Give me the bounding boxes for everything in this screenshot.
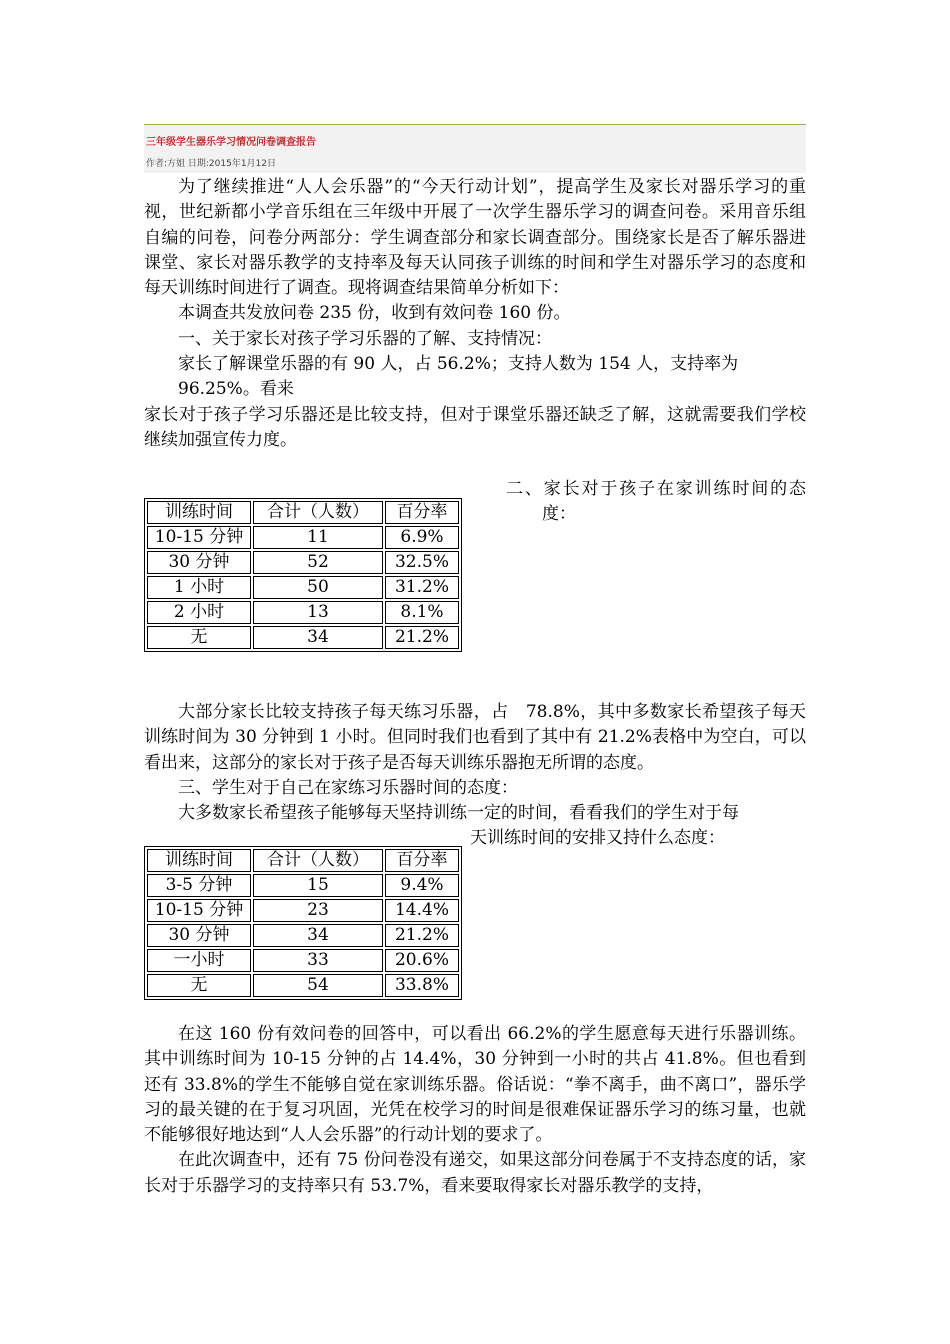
table-cell: 10-15 分钟 [147,526,251,549]
table-cell: 一小时 [147,949,251,972]
section-3-heading: 三、学生对于自己在家练习乐器时间的态度： [178,777,518,798]
table-cell: 15 [253,874,383,897]
table-cell: 9.4% [385,874,459,897]
table-cell: 无 [147,626,251,649]
paragraph-support-line2: 96.25%。看来 [178,379,294,400]
paragraph-student-analysis: 在这 160 份有效问卷的回答中，可以看出 66.2%的学生愿意每天进行乐器训练。其中训练时间为 10-15 分钟的占 14.4%，30 分钟到一小时的共占 41.8%。但也看到还有 33.8%的学生不能够自觉在家训练乐器。俗话说：“拳不离手，曲不离口”，器乐学习的最关键的在于复习巩固，光凭在校学习的时间是很难保证器乐学习的练习量，也就不能够很好地达到“人人会乐器”的行动计划的要求了。 [144,1024,806,1146]
paragraph-student-intro: 大多数家长希望孩子能够每天坚持训练一定的时间，看看我们的学生对于每 [178,803,739,824]
table-cell: 23 [253,899,383,922]
table-cell: 32.5% [385,551,459,574]
student-intro-line2: 天训练时间的安排又持什么态度： [470,828,725,848]
table-cell: 6.9% [385,526,459,549]
table-header-cell: 训练时间 [147,501,251,524]
table-header-cell: 百分率 [385,849,459,872]
table-header-cell: 训练时间 [147,849,251,872]
table-cell: 50 [253,576,383,599]
table-row [147,874,459,897]
table-cell: 21.2% [385,626,459,649]
table-cell: 无 [147,974,251,997]
section-2-text: 二、家长对于孩子在家训练时间的态度： [506,479,806,524]
paragraph-support-line1: 家长了解课堂乐器的有 90 人，占 56.2%；支持人数为 154 人，支持率为 [178,354,739,375]
table-cell: 33 [253,949,383,972]
table-cell: 14.4% [385,899,459,922]
article-title[interactable]: 三年级学生器乐学习情况问卷调查报告 [146,137,316,148]
student-training-table [144,846,462,1000]
table-cell: 8.1% [385,601,459,624]
table-row [147,601,459,624]
table-row [147,626,459,649]
table-cell: 33.8% [385,974,459,997]
analysis-block [144,700,806,826]
paragraph-intro: 为了继续推进“人人会乐器”的“今天行动计划”，提高学生及家长对器乐学习的重视，世纪新都小学音乐组在三年级中开展了一次学生器乐学习的调查问卷。采用音乐组自编的问卷，问卷分两部分：学生调查部分和家长调查部分。围绕家长是否了解乐器进课堂、家长对器乐教学的支持率及每天认同孩子训练的时间和学生对器乐学习的态度和每天训练时间进行了调查。现将调查结果简单分析如下： [144,177,806,299]
table-cell: 21.2% [385,924,459,947]
table-cell: 31.2% [385,576,459,599]
table-header-cell: 合计（人数） [253,849,383,872]
table-cell: 10-15 分钟 [147,899,251,922]
article-header [144,125,806,173]
table-row [147,974,459,997]
table-header-cell: 百分率 [385,501,459,524]
table-row [147,526,459,549]
table-cell: 11 [253,526,383,549]
table-cell: 34 [253,626,383,649]
table-cell: 52 [253,551,383,574]
table-cell: 20.6% [385,949,459,972]
table-cell: 3-5 分钟 [147,874,251,897]
table-cell: 30 分钟 [147,924,251,947]
table-header-row [147,849,459,872]
section-1-heading: 一、关于家长对孩子学习乐器的了解、支持情况： [178,328,552,349]
article-meta: 作者:方姐 日期:2015年1月12日 [146,159,277,169]
table-header-row [147,501,459,524]
table-cell: 13 [253,601,383,624]
table-cell: 1 小时 [147,576,251,599]
paragraph-survey-count: 本调查共发放问卷 235 份，收到有效问卷 160 份。 [178,303,571,324]
conclusion-block [144,1022,806,1199]
intro-block [144,175,806,453]
paragraph-support-conclusion: 家长对于孩子学习乐器还是比较支持，但对于课堂乐器还缺乏了解，这就需要我们学校继续加强宣传力度。 [144,404,806,450]
table-cell: 54 [253,974,383,997]
table-cell: 34 [253,924,383,947]
table-row [147,949,459,972]
table-cell: 2 小时 [147,601,251,624]
table-header-cell: 合计（人数） [253,501,383,524]
student-intro-continued [470,826,806,851]
parent-training-table [144,498,462,652]
paragraph-parent-analysis: 大部分家长比较支持孩子每天练习乐器，占 78.8%，其中多数家长希望孩子每天训练时间为 30 分钟到 1 小时。但同时我们也看到了其中有 21.2%表格中为空白，可以看出来，这部分的家长对于孩子是否每天训练乐器抱无所谓的态度。 [144,702,806,773]
table-row [147,576,459,599]
table-cell: 30 分钟 [147,551,251,574]
table-row [147,899,459,922]
section-2-heading [500,477,806,527]
table-row [147,924,459,947]
paragraph-final: 在此次调查中，还有 75 份问卷没有递交，如果这部分问卷属于不支持态度的话，家长对于乐器学习的支持率只有 53.7%，看来要取得家长对器乐教学的支持， [144,1150,806,1196]
table-row [147,551,459,574]
